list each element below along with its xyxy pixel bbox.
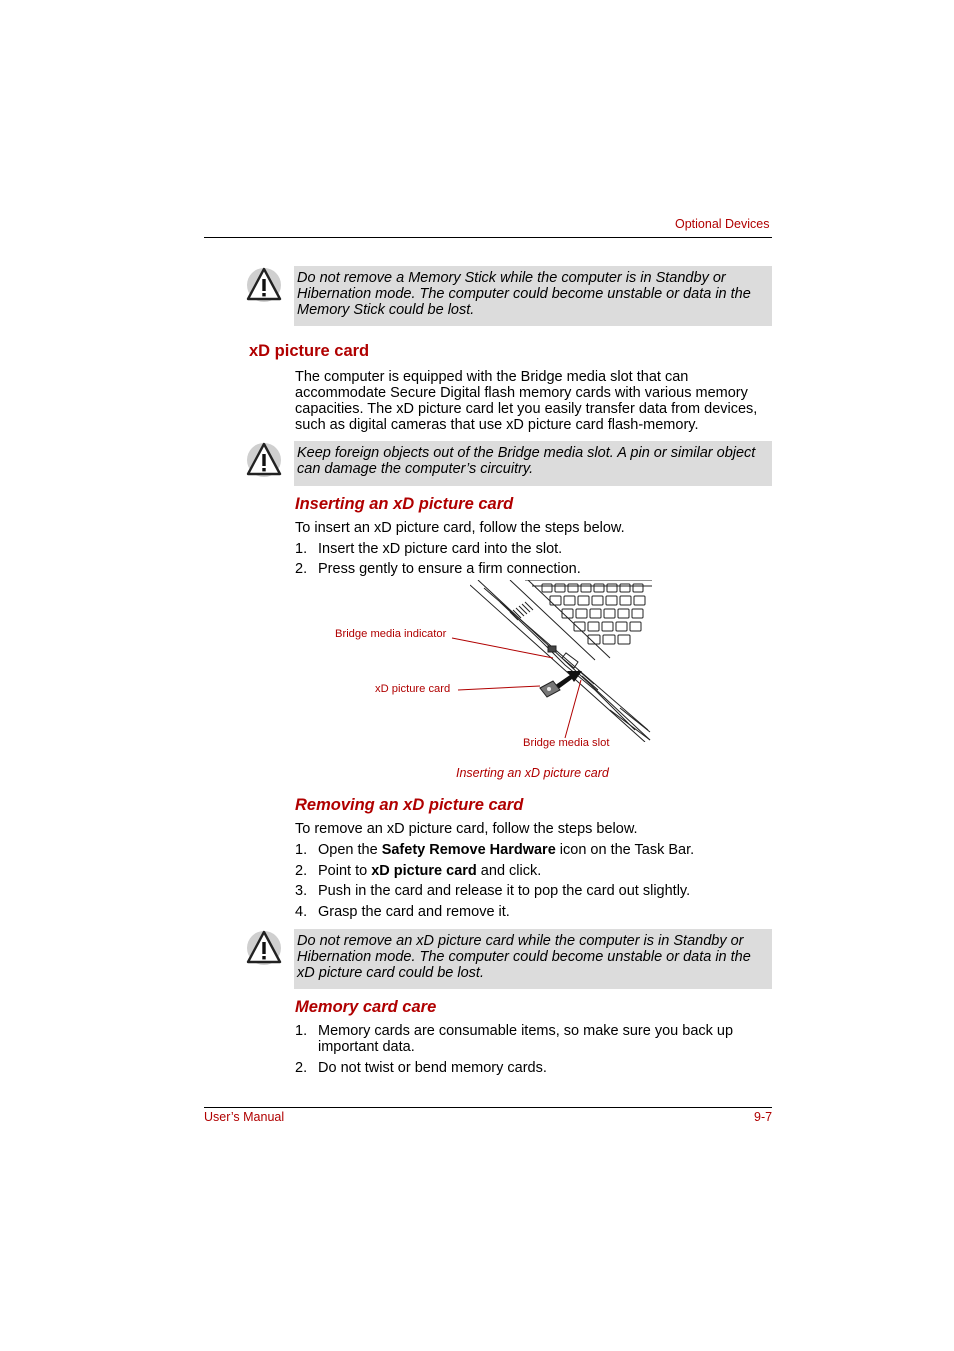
warning-icon xyxy=(245,929,283,967)
footer-manual: User’s Manual xyxy=(204,1110,285,1124)
section-intro: The computer is equipped with the Bridge media slot that can accommodate Secure Digital flash memory cards with various memory capacities. The xD picture card let you easily transfer data from devices, such as digital cameras that use xD picture card flash-memory. xyxy=(295,369,758,433)
list-item: Insert the xD picture card into the slot. xyxy=(318,541,563,557)
list-number: 1. xyxy=(295,842,308,858)
list-number: 2. xyxy=(295,1060,308,1076)
subsection-title-care: Memory card care xyxy=(295,998,437,1016)
list-item: Grasp the card and remove it. xyxy=(318,904,510,920)
list-item: Point to xD picture card and click. xyxy=(318,863,542,879)
inserting-intro: To insert an xD picture card, follow the steps below. xyxy=(295,520,625,536)
callout-line-card xyxy=(458,686,540,690)
label-bridge-media-indicator: Bridge media indicator xyxy=(335,628,447,640)
page-number: 9-7 xyxy=(754,1110,773,1124)
header-rule xyxy=(204,237,772,238)
list-number: 1. xyxy=(295,1023,308,1039)
footer-rule xyxy=(204,1107,772,1108)
list-number: 3. xyxy=(295,883,308,899)
running-header: Optional Devices xyxy=(675,217,770,231)
list-number: 1. xyxy=(295,541,308,557)
callout-line-indicator xyxy=(452,638,553,658)
note-box: Do not remove an xD picture card while the computer is in Standby or Hibernation mode. The computer could become unstable or data in the xD picture card could be lost. xyxy=(294,929,772,989)
figure-caption: Inserting an xD picture card xyxy=(456,766,609,780)
subsection-title-inserting: Inserting an xD picture card xyxy=(295,495,514,513)
list-number: 4. xyxy=(295,904,308,920)
warning-icon xyxy=(245,266,283,304)
removing-intro: To remove an xD picture card, follow the steps below. xyxy=(295,821,638,837)
list-item: Press gently to ensure a firm connection. xyxy=(318,561,581,577)
callout-line-slot xyxy=(565,680,581,738)
label-xd-picture-card: xD picture card xyxy=(375,683,451,695)
list-item: Memory cards are consumable items, so make sure you back up important data. xyxy=(318,1023,734,1055)
section-title: xD picture card xyxy=(249,342,370,360)
note-box: Keep foreign objects out of the Bridge media slot. A pin or similar object can damage the computer’s circuitry. xyxy=(294,441,772,486)
callout-lines xyxy=(440,630,600,740)
list-item: Do not twist or bend memory cards. xyxy=(318,1060,547,1076)
warning-icon xyxy=(245,441,283,479)
list-number: 2. xyxy=(295,561,308,577)
subsection-title-removing: Removing an xD picture card xyxy=(295,796,524,814)
list-item: Push in the card and release it to pop the card out slightly. xyxy=(318,883,691,899)
note-box: Do not remove a Memory Stick while the computer is in Standby or Hibernation mode. The computer could become unstable or data in the Memory Stick could be lost. xyxy=(294,266,772,326)
list-number: 2. xyxy=(295,863,308,879)
label-bridge-media-slot: Bridge media slot xyxy=(523,737,610,749)
list-item: Open the Safety Remove Hardware icon on the Task Bar. xyxy=(318,842,695,858)
